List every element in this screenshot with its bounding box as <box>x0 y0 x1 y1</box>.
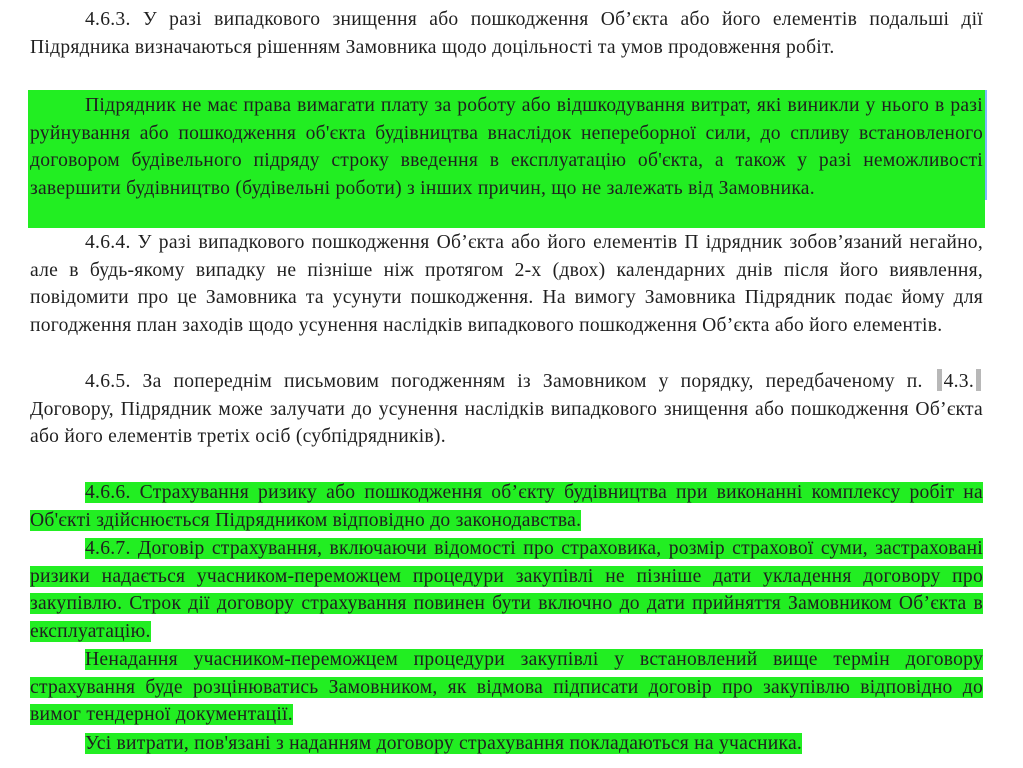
clause-4-6-6[interactable] <box>30 479 983 534</box>
clause-4-6-5-text-before: 4.6.5. За попереднім письмовим погодженням із Замовником у порядку, передбаченому п. <box>85 371 923 392</box>
clause-reference[interactable]: 4.3. <box>943 371 974 392</box>
text-cursor-marker <box>976 369 981 391</box>
clause-4-6-7[interactable] <box>30 535 983 646</box>
clause-4-6-6-highlight: 4.6.6. Страхування ризику або пошкодження об’єкту будівництва при виконанні комплексу робіт на Об'єкті здійснюється Підрядником відповідно до законодавства. <box>30 482 983 531</box>
note-all-costs[interactable] <box>30 730 983 758</box>
clause-4-6-3[interactable]: 4.6.3. У разі випадкового знищення або пошкодження Об’єкта або його елементів подальші дії Підрядника визначаються рішенням Замовника щодо доцільності та умов продовження робіт. <box>30 9 983 58</box>
note-all-costs-highlight: Усі витрати, пов'язані з наданням договору страхування покладаються на учасника. <box>85 733 803 754</box>
text-cursor-marker <box>937 369 942 391</box>
note-failure-highlight: Ненадання учасником-переможцем процедури закупівлі у встановлений вище термін договору страхування буде розцінюватись Замовником, як відмова підписати договір про закупівлю відповідно до вимог тендерної документації. <box>30 649 983 726</box>
clause-4-6-7-highlight: 4.6.7. Договір страхування, включаючи відомості про страховика, розмір страхової суми, застраховані ризики надається учасником-переможцем процедури закупівлі не пізніше дати укладення договору про закупівлю. Строк дії договору страхування повинен бути включно до дати прийняття Замовником Об’єкта в експлуатацію. <box>30 538 983 643</box>
selection-edge <box>985 90 987 200</box>
note-contractor-no-right[interactable]: Підрядник не має права вимагати плату за роботу або відшкодування витрат, які виникли у нього в разі руйнування або пошкодження об'єкта будівництва внаслідок непереборної сили, до спливу встановленого договором будівельного підряду строку введення в експлуатацію об'єкта, а також у разі неможливості завершити будівництво (будівельні роботи) з інших причин, що не залежать від Замовника. <box>30 95 983 200</box>
clause-4-6-5-text-after: Договору, Підрядник може залучати до усунення наслідків випадкового знищення або пошкодження Об’єкта або його елементів третіх осіб (субпідрядників). <box>30 398 983 448</box>
note-failure-to-provide[interactable] <box>30 646 983 729</box>
clause-4-6-5[interactable] <box>30 368 983 451</box>
clause-4-6-4[interactable]: 4.6.4. У разі випадкового пошкодження Об’єкта або його елементів П ідрядник зобов’язаний негайно, але в будь-якому випадку не пізніше ніж протягом 2-х (двох) календарних днів після його виявлення, повідомити про це Замовника та усунути пошкодження. На вимогу Замовника Підрядник подає йому для погодження план заходів щодо усунення наслідків випадкового пошкодження Об’єкта або його елементів. <box>30 232 983 337</box>
